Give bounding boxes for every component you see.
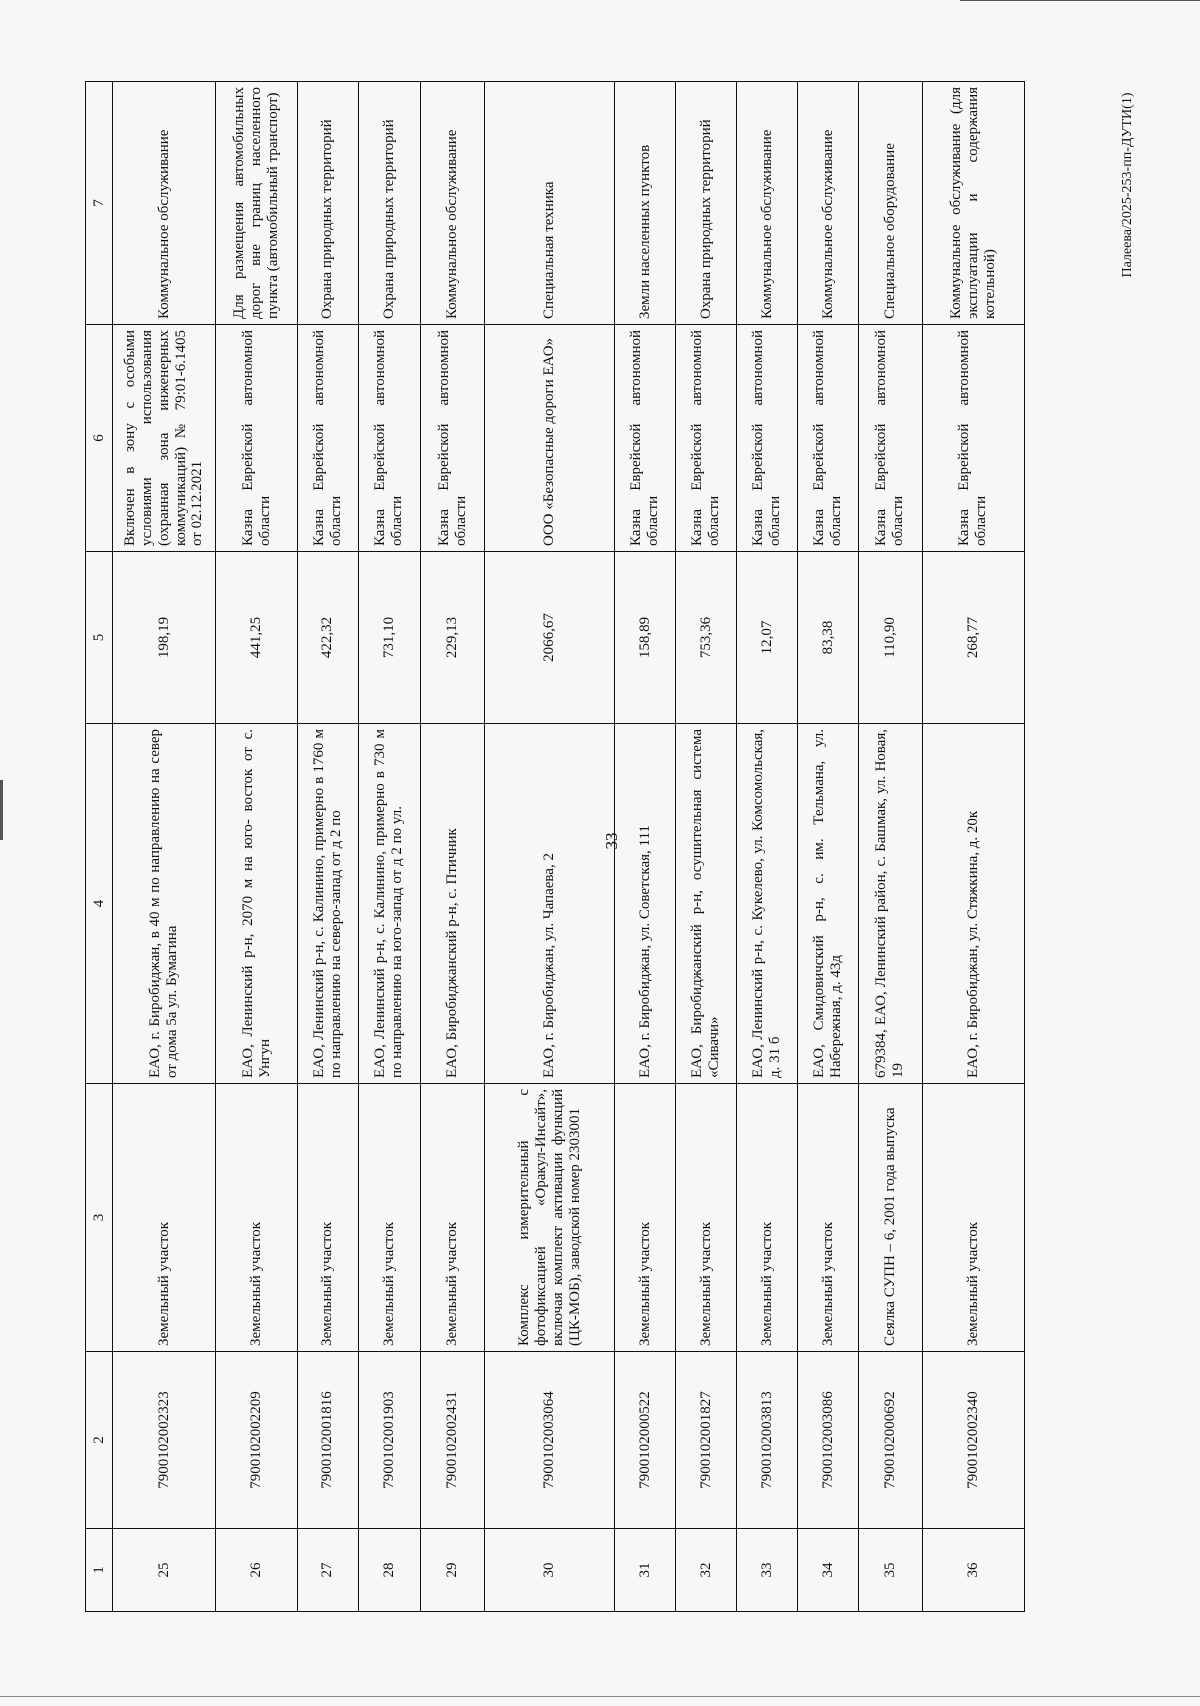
registry-number-cell: 7900102000692 [859, 1352, 922, 1529]
object-name-cell: Земельный участок [922, 1084, 1025, 1352]
registry-number-cell: 7900102003086 [798, 1352, 859, 1529]
table-row [676, 82, 737, 1612]
table-row [297, 82, 358, 1612]
row-number-cell: 32 [676, 1529, 737, 1612]
object-holder-cell: Включен в зону с особыми условиями использования (охранная зона инженерных коммуникаций) № 79:01-6.1405 от 02.12.2021 [113, 325, 216, 552]
column-header-6: 6 [86, 325, 113, 552]
object-purpose-cell: Коммунальное обслуживание [798, 82, 859, 325]
object-name-cell: Земельный участок [216, 1084, 298, 1352]
object-value-cell: 158,89 [615, 552, 676, 724]
table-row [358, 82, 420, 1612]
row-number-cell: 25 [113, 1529, 216, 1612]
object-address-cell: ЕАО, г. Биробиджан, ул. Чапаева, 2 [485, 724, 615, 1084]
object-purpose-cell: Коммунальное обслуживание [113, 82, 216, 325]
row-number-cell: 26 [216, 1529, 298, 1612]
table-row [798, 82, 859, 1612]
table-row [859, 82, 922, 1612]
object-address-cell: 679384, ЕАО, Ленинский район, с. Башмак, ул. Новая, 19 [859, 724, 922, 1084]
object-address-cell: ЕАО, Ленинский р-н, с. Кукелево, ул. Комсомольская, д. 31 б [737, 724, 798, 1084]
object-holder-cell: Казна Еврейской автономной области [922, 325, 1025, 552]
registry-number-cell: 7900102001903 [358, 1352, 420, 1529]
table-row [922, 82, 1025, 1612]
scan-artifact-top [960, 0, 1200, 1]
registry-number-cell: 7900102000522 [615, 1352, 676, 1529]
object-purpose-cell: Земли населенных пунктов [615, 82, 676, 325]
table-row [737, 82, 798, 1612]
object-address-cell: ЕАО, Смидовичский р-н, с. им. Тельмана, ул. Набережная, д. 43д [798, 724, 859, 1084]
object-purpose-cell: Специальная техника [485, 82, 615, 325]
row-number-cell: 33 [737, 1529, 798, 1612]
table-row [615, 82, 676, 1612]
object-purpose-cell: Охрана природных территорий [358, 82, 420, 325]
object-value-cell: 268,77 [922, 552, 1025, 724]
column-header-4: 4 [86, 724, 113, 1084]
column-header-2: 2 [86, 1352, 113, 1529]
table-row [485, 82, 615, 1612]
object-value-cell: 110,90 [859, 552, 922, 724]
object-holder-cell: ООО «Безопасные дороги ЕАО» [485, 325, 615, 552]
column-header-1: 1 [86, 1529, 113, 1612]
table-row [420, 82, 484, 1612]
object-holder-cell: Казна Еврейской автономной области [798, 325, 859, 552]
column-header-3: 3 [86, 1084, 113, 1352]
object-name-cell: Сеялка СУПН – 6, 2001 года выпуска [859, 1084, 922, 1352]
object-address-cell: ЕАО, г. Биробиджан, ул. Советская, 111 [615, 724, 676, 1084]
object-holder-cell: Казна Еврейской автономной области [297, 325, 358, 552]
registry-number-cell: 7900102003064 [485, 1352, 615, 1529]
object-purpose-cell: Охрана природных территорий [297, 82, 358, 325]
scan-artifact-left [0, 780, 3, 840]
registry-number-cell: 7900102002431 [420, 1352, 484, 1529]
property-table-wrapper [85, 82, 1025, 1612]
object-holder-cell: Казна Еврейской автономной области [358, 325, 420, 552]
object-address-cell: ЕАО, г. Биробиджан, в 40 м по направлению на север от дома 5а ул. Бумагина [113, 724, 216, 1084]
object-purpose-cell: Охрана природных территорий [676, 82, 737, 325]
registry-number-cell: 7900102002209 [216, 1352, 298, 1529]
object-value-cell: 441,25 [216, 552, 298, 724]
object-address-cell: ЕАО, Ленинский р-н, 2070 м на юго- восток от с. Унгун [216, 724, 298, 1084]
object-value-cell: 422,32 [297, 552, 358, 724]
registry-number-cell: 7900102002323 [113, 1352, 216, 1529]
table-header-row [86, 82, 113, 1612]
row-number-cell: 36 [922, 1529, 1025, 1612]
object-purpose-cell: Коммунальное обслуживание [737, 82, 798, 325]
object-holder-cell: Казна Еврейской автономной области [420, 325, 484, 552]
object-address-cell: ЕАО, г. Биробиджан, ул. Стяжкина, д. 20к [922, 724, 1025, 1084]
row-number-cell: 28 [358, 1529, 420, 1612]
object-name-cell: Земельный участок [358, 1084, 420, 1352]
object-address-cell: ЕАО, Биробиджанский р-н, осушительная система «Сивачи» [676, 724, 737, 1084]
object-name-cell: Земельный участок [113, 1084, 216, 1352]
page-number: 33 [602, 832, 621, 850]
registry-number-cell: 7900102003813 [737, 1352, 798, 1529]
object-address-cell: ЕАО, Биробиджанский р-н, с. Птичник [420, 724, 484, 1084]
object-name-cell: Комплекс измерительный с фотофиксацией «Оракул-Инсайт», включая комплект активации функций (ЦК-МОБ), заводской номер 2303001 [485, 1084, 615, 1352]
table-row [113, 82, 216, 1612]
scan-artifact-bottom [0, 1696, 1200, 1697]
object-holder-cell: Казна Еврейской автономной области [676, 325, 737, 552]
property-table [85, 81, 1025, 1612]
row-number-cell: 29 [420, 1529, 484, 1612]
column-header-7: 7 [86, 82, 113, 325]
object-holder-cell: Казна Еврейской автономной области [216, 325, 298, 552]
object-holder-cell: Казна Еврейской автономной области [737, 325, 798, 552]
object-purpose-cell: Коммунальное обслуживание (для эксплуатации и содержания котельной) [922, 82, 1025, 325]
object-value-cell: 198,19 [113, 552, 216, 724]
object-name-cell: Земельный участок [615, 1084, 676, 1352]
table-row [216, 82, 298, 1612]
registry-number-cell: 7900102002340 [922, 1352, 1025, 1529]
registry-number-cell: 7900102001827 [676, 1352, 737, 1529]
document-code: Палеева/2025-253-пп-ДУТИ(1) [1120, 92, 1135, 278]
row-number-cell: 34 [798, 1529, 859, 1612]
object-value-cell: 2066,67 [485, 552, 615, 724]
row-number-cell: 30 [485, 1529, 615, 1612]
object-holder-cell: Казна Еврейской автономной области [615, 325, 676, 552]
object-value-cell: 753,36 [676, 552, 737, 724]
object-purpose-cell: Специальное оборудование [859, 82, 922, 325]
row-number-cell: 31 [615, 1529, 676, 1612]
object-name-cell: Земельный участок [676, 1084, 737, 1352]
object-value-cell: 83,38 [798, 552, 859, 724]
registry-number-cell: 7900102001816 [297, 1352, 358, 1529]
object-address-cell: ЕАО, Ленинский р-н, с. Калинино, примерно в 1760 м по направлению на северо-запад от д 2 по [297, 724, 358, 1084]
object-name-cell: Земельный участок [798, 1084, 859, 1352]
row-number-cell: 35 [859, 1529, 922, 1612]
object-value-cell: 12,07 [737, 552, 798, 724]
object-value-cell: 731,10 [358, 552, 420, 724]
column-header-5: 5 [86, 552, 113, 724]
object-holder-cell: Казна Еврейской автономной области [859, 325, 922, 552]
object-name-cell: Земельный участок [420, 1084, 484, 1352]
object-value-cell: 229,13 [420, 552, 484, 724]
object-address-cell: ЕАО, Ленинский р-н, с. Калинино, примерно в 730 м по направлению на юго-запад от д 2 по ул. [358, 724, 420, 1084]
object-purpose-cell: Для размещения автомобильных дорог вне границ населенного пункта (автомобильный транспорт) [216, 82, 298, 325]
object-purpose-cell: Коммунальное обслуживание [420, 82, 484, 325]
object-name-cell: Земельный участок [297, 1084, 358, 1352]
row-number-cell: 27 [297, 1529, 358, 1612]
object-name-cell: Земельный участок [737, 1084, 798, 1352]
table-body [113, 82, 1025, 1612]
